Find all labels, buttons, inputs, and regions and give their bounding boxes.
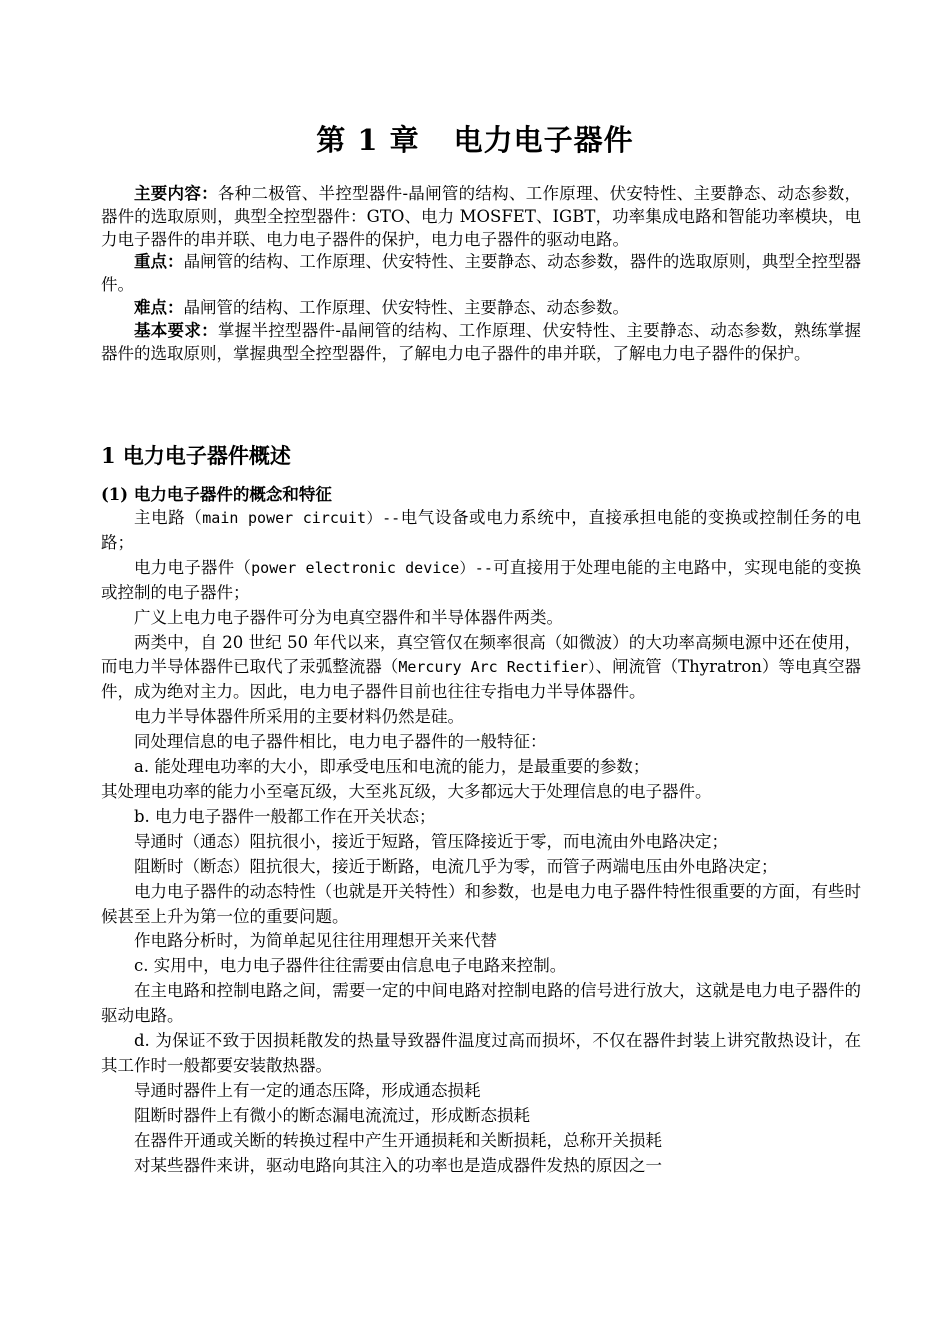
paragraph: d. 为保证不致于因损耗散发的热量导致器件温度过高而损坏，不仅在器件封装上讲究散热设计，在其工作时一般都要安装散热器。 (101, 1031, 861, 1075)
paragraph: a. 能处理电功率的大小，即承受电压和电流的能力，是最重要的参数； (134, 757, 650, 777)
chapter-title (0, 118, 950, 159)
paragraph: 作电路分析时，为简单起见往往用理想开关来代替 (134, 931, 497, 951)
paragraph: 阻断时器件上有微小的断态漏电流流过，形成断态损耗 (134, 1105, 530, 1125)
paragraph: 主电路（main power circuit）--电气设备或电力系统中，直接承担电能的变换或控制任务的电路； (101, 508, 862, 552)
paragraph: 导通时（通态）阻抗很小，接近于短路，管压降接近于零，而电流由外电路决定； (134, 831, 728, 851)
paragraph: 广义上电力电子器件可分为电真空器件和半导体器件两类。 (134, 607, 563, 627)
paragraph: 阻断时（断态）阻抗很大，接近于断路，电流几乎为零，而管子两端电压由外电路决定； (134, 856, 778, 876)
paragraph: 电力电子器件（power electronic device）--可直接用于处理电能的主电路中，实现电能的变换或控制的电子器件； (101, 557, 862, 602)
subsection-heading: (1) 电力电子器件的概念和特征 (101, 485, 332, 504)
paragraph: 导通时器件上有一定的通态压降，形成通态损耗 (134, 1080, 481, 1100)
paragraph: 对某些器件来讲，驱动电路向其注入的功率也是造成器件发热的原因之一 (134, 1155, 662, 1175)
summary-difficulties: 难点：晶闸管的结构、工作原理、伏安特性、主要静态、动态参数。 (134, 297, 629, 317)
paragraph: b. 电力电子器件一般都工作在开关状态； (134, 806, 436, 826)
paragraph: 其处理电功率的能力小至毫瓦级，大至兆瓦级，大多都远大于处理信息的电子器件。 (101, 781, 712, 801)
paragraph: 电力电子器件的动态特性（也就是开关特性）和参数，也是电力电子器件特性很重要的方面，有些时候甚至上升为第一位的重要问题。 (101, 881, 861, 926)
paragraph: 电力半导体器件所采用的主要材料仍然是硅。 (134, 707, 464, 727)
paragraph: 在器件开通或关断的转换过程中产生开通损耗和关断损耗，总称开关损耗 (134, 1130, 662, 1150)
summary-key-points: 重点：晶闸管的结构、工作原理、伏安特性、主要静态、动态参数，器件的选取原则，典型全控型器件。 (101, 252, 862, 295)
paragraph: c. 实用中，电力电子器件往往需要由信息电子电路来控制。 (134, 956, 567, 976)
paragraph: 两类中，自 20 世纪 50 年代以来，真空管仅在频率很高（如微波）的大功率高频电源中还在使用，而电力半导体器件已取代了汞弧整流器（Mercury Arc Rectifier）、闸流管（Thyratron）等电真空器件，成为绝对主力。因此，电力电子器件目前也往往专指电力半导体器件。 (101, 632, 861, 702)
section-body (101, 506, 861, 1178)
section-heading: 1 电力电子器件概述 (101, 443, 291, 468)
chapter-summary (101, 183, 861, 365)
paragraph: 同处理信息的电子器件相比，电力电子器件的一般特征： (134, 732, 547, 752)
paragraph: 在主电路和控制电路之间，需要一定的中间电路对控制电路的信号进行放大，这就是电力电子器件的驱动电路。 (101, 981, 861, 1026)
chapter-name: 电力电子器件 (453, 123, 634, 157)
summary-main-content: 主要内容：各种二极管、半控型器件-晶闸管的结构、工作原理、伏安特性、主要静态、动态参数，器件的选取原则，典型全控型器件：GTO、电力 MOSFET、IGBT，功率集成电路和智能功率模块，电力电子器件的串并联、电力电子器件的保护，电力电子器件的驱动电路。 (101, 184, 862, 249)
chapter-number: 第 1 章 (316, 123, 420, 157)
summary-requirements: 基本要求：掌握半控型器件-晶闸管的结构、工作原理、伏安特性、主要静态、动态参数，熟练掌握器件的选取原则，掌握典型全控型器件，了解电力电子器件的串并联，了解电力电子器件的保护。 (101, 320, 862, 363)
